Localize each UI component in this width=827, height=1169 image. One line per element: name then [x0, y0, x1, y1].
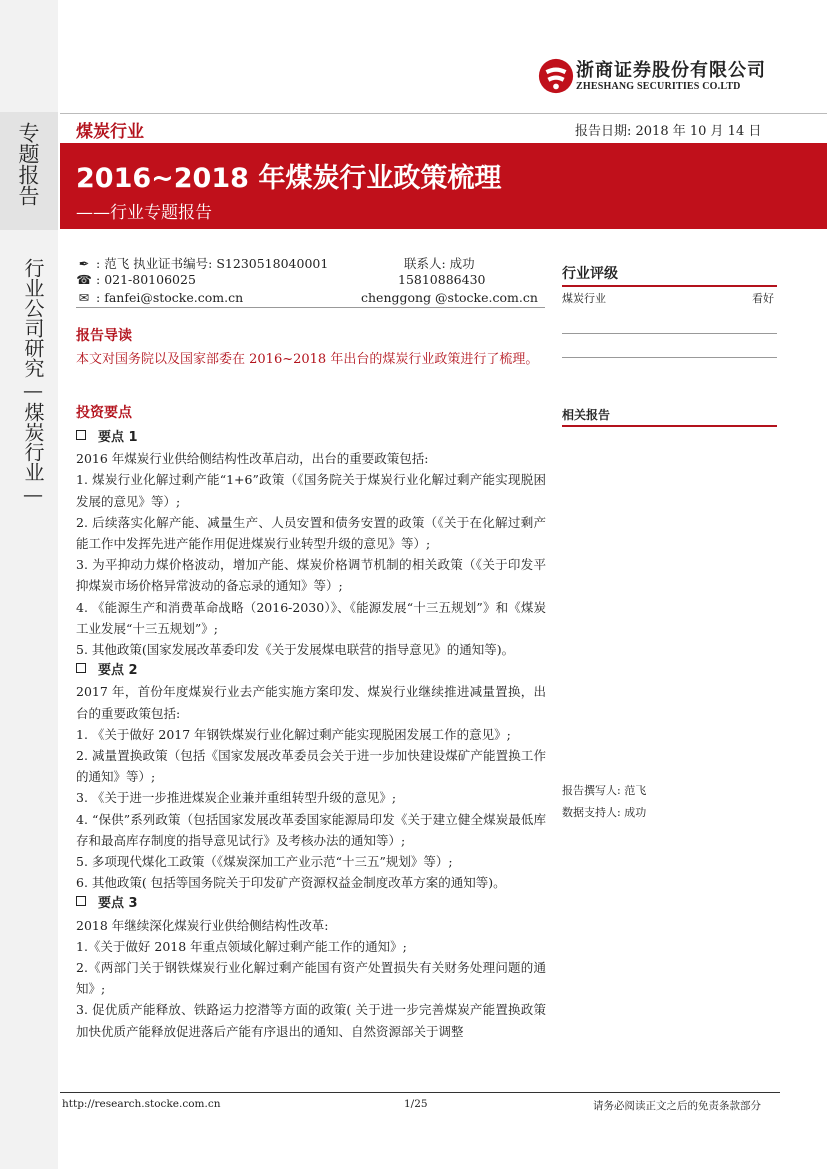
- industry-tag: 煤炭行业: [76, 122, 144, 142]
- footer-url-link[interactable]: http://research.stocke.com.cn: [62, 1098, 221, 1110]
- contact-row-email: ✉ : fanfei@stocke.com.cn chenggong @stocke.com.cn: [76, 290, 546, 305]
- data-support: 数据支持人: 成功: [562, 806, 647, 819]
- rating-divider: [562, 357, 777, 358]
- point-2-line: 4. “保供”系列政策（包括国家发展改革委国家能源局印发《关于建立健全煤炭最低库存和最高库存制度的指导意见试行》及考核办法的通知等）;: [76, 811, 546, 848]
- rating-divider: [562, 333, 777, 334]
- contact-phone: 15810886430: [398, 272, 486, 287]
- phone-icon: ☎: [76, 272, 92, 287]
- analyst-phone: 021-80106025: [104, 272, 196, 287]
- company-name-cn: 浙商证券股份有限公司: [576, 60, 766, 81]
- contact-row-analyst: ✒ : 范飞 执业证书编号: S1230518040001 联系人: 成功: [76, 254, 546, 272]
- analyst-info: 范飞 执业证书编号: S1230518040001: [104, 256, 329, 271]
- point-2-line: 6. 其他政策( 包括等国务院关于印发矿产资源权益金制度改革方案的通知等)。: [76, 875, 506, 891]
- point-2-line: 2017 年，首份年度煤炭行业去产能实施方案印发、煤炭行业继续推进减量置换，出台的重要政策包括:: [76, 684, 546, 721]
- intro-heading: 报告导读: [76, 328, 132, 344]
- contact-row-phone: ☎ : 021-80106025 15810886430: [76, 272, 486, 287]
- point-2-line: 2. 减量置换政策（包括《国家发展改革委员会关于进一步加快建设煤矿产能置换工作的通知》等）;: [76, 748, 546, 785]
- vertical-category-label: 行业公司研究—煤炭行业—: [21, 258, 45, 506]
- point-3-line: 3. 促优质产能释放、铁路运力挖潜等方面的政策( 关于进一步完善煤炭产能置换政策加快优质产能释放促进落后产能有序退出的通知、自然资源部关于调整: [76, 1002, 546, 1039]
- mail-icon: ✉: [78, 290, 90, 305]
- analyst-email[interactable]: fanfei@stocke.com.cn: [104, 290, 244, 305]
- point-3-line: 1.《关于做好 2018 年重点领域化解过剩产能工作的通知》;: [76, 938, 407, 954]
- related-reports-heading: 相关报告: [562, 408, 611, 422]
- point-2-heading: 要点 2: [76, 660, 546, 681]
- report-date: 报告日期: 2018 年 10 月 14 日: [575, 124, 762, 139]
- contact-person: 联系人: 成功: [404, 256, 475, 271]
- footer-disclaimer: 请务必阅读正文之后的免责条款部分: [593, 1100, 761, 1112]
- checkbox-bullet-icon: [76, 663, 86, 673]
- footer-rule: [60, 1092, 780, 1093]
- point-3-line: 2018 年继续深化煤炭行业供给侧结构性改革:: [76, 917, 329, 933]
- point-1-line: 4. 《能源生产和消费革命战略（2016-2030）》、《能源发展“十三五规划”》和《煤炭工业发展“十三五规划”》;: [76, 599, 546, 636]
- point-1-line: 1. 煤炭行业化解过剩产能“1+6”政策（《国务院关于煤炭行业化解过剩产能实现脱困发展的意见》等）;: [76, 472, 546, 509]
- related-rule: [562, 425, 777, 427]
- company-logo-icon: [537, 57, 575, 95]
- checkbox-bullet-icon: [76, 430, 86, 440]
- contact-divider: [76, 307, 545, 308]
- report-author: 报告撰写人: 范飞: [562, 784, 647, 797]
- point-1-line: 2. 后续落实化解产能、减量生产、人员安置和债务安置的政策（《关于在化解过剩产能工作中发挥先进产能作用促进煤炭行业转型升级的意见》等）;: [76, 514, 546, 552]
- point-1-line: 3. 为平抑动力煤价格波动，增加产能、煤炭价格调节机制的相关政策（《关于印发平抑煤炭市场价格异常波动的备忘录的通知》等）;: [76, 557, 546, 594]
- checkbox-bullet-icon: [76, 896, 86, 906]
- page-title: 2016~2018 年煤炭行业政策梳理: [76, 163, 502, 194]
- rating-value: 看好: [752, 292, 774, 305]
- point-3-heading: 要点 3: [76, 893, 546, 914]
- highlights-heading: 投资要点: [76, 405, 132, 421]
- point-2-line: 1. 《关于做好 2017 年钢铁煤炭行业化解过剩产能实现脱困发展工作的意见》;: [76, 726, 511, 742]
- point-3-line: 2.《两部门关于钢铁煤炭行业化解过剩产能国有资产处置损失有关财务处理问题的通知》;: [76, 960, 546, 997]
- point-1-heading: 要点 1: [76, 427, 546, 448]
- report-type-label: 专题报告: [16, 122, 40, 206]
- point-2-line: 5. 多项现代煤化工政策（《煤炭深加工产业示范“十三五”规划》等）;: [76, 854, 453, 870]
- page-subtitle: ——行业专题报告: [76, 203, 212, 223]
- point-2-line: 3. 《关于进一步推进煤炭企业兼并重组转型升级的意见》;: [76, 790, 397, 806]
- company-name-en: ZHESHANG SECURITIES CO.LTD: [576, 81, 741, 92]
- rating-industry: 煤炭行业: [562, 292, 606, 305]
- highlights-body: [76, 427, 546, 1042]
- pen-icon: ✒: [78, 256, 90, 271]
- rating-rule: [562, 285, 777, 287]
- point-1-line: 2016 年煤炭行业供给侧结构性改革启动，出台的重要政策包括:: [76, 451, 429, 467]
- page-number: 1/25: [404, 1098, 428, 1110]
- intro-text: 本文对国务院以及国家部委在 2016~2018 年出台的煤炭行业政策进行了梳理。: [76, 352, 539, 367]
- point-1-line: 5. 其他政策(国家发展改革委印发《关于发展煤电联营的指导意见》的通知等)。: [76, 642, 515, 658]
- rating-heading: 行业评级: [562, 266, 618, 282]
- header-rule: [60, 113, 827, 114]
- contact-email[interactable]: chenggong @stocke.com.cn: [361, 290, 538, 305]
